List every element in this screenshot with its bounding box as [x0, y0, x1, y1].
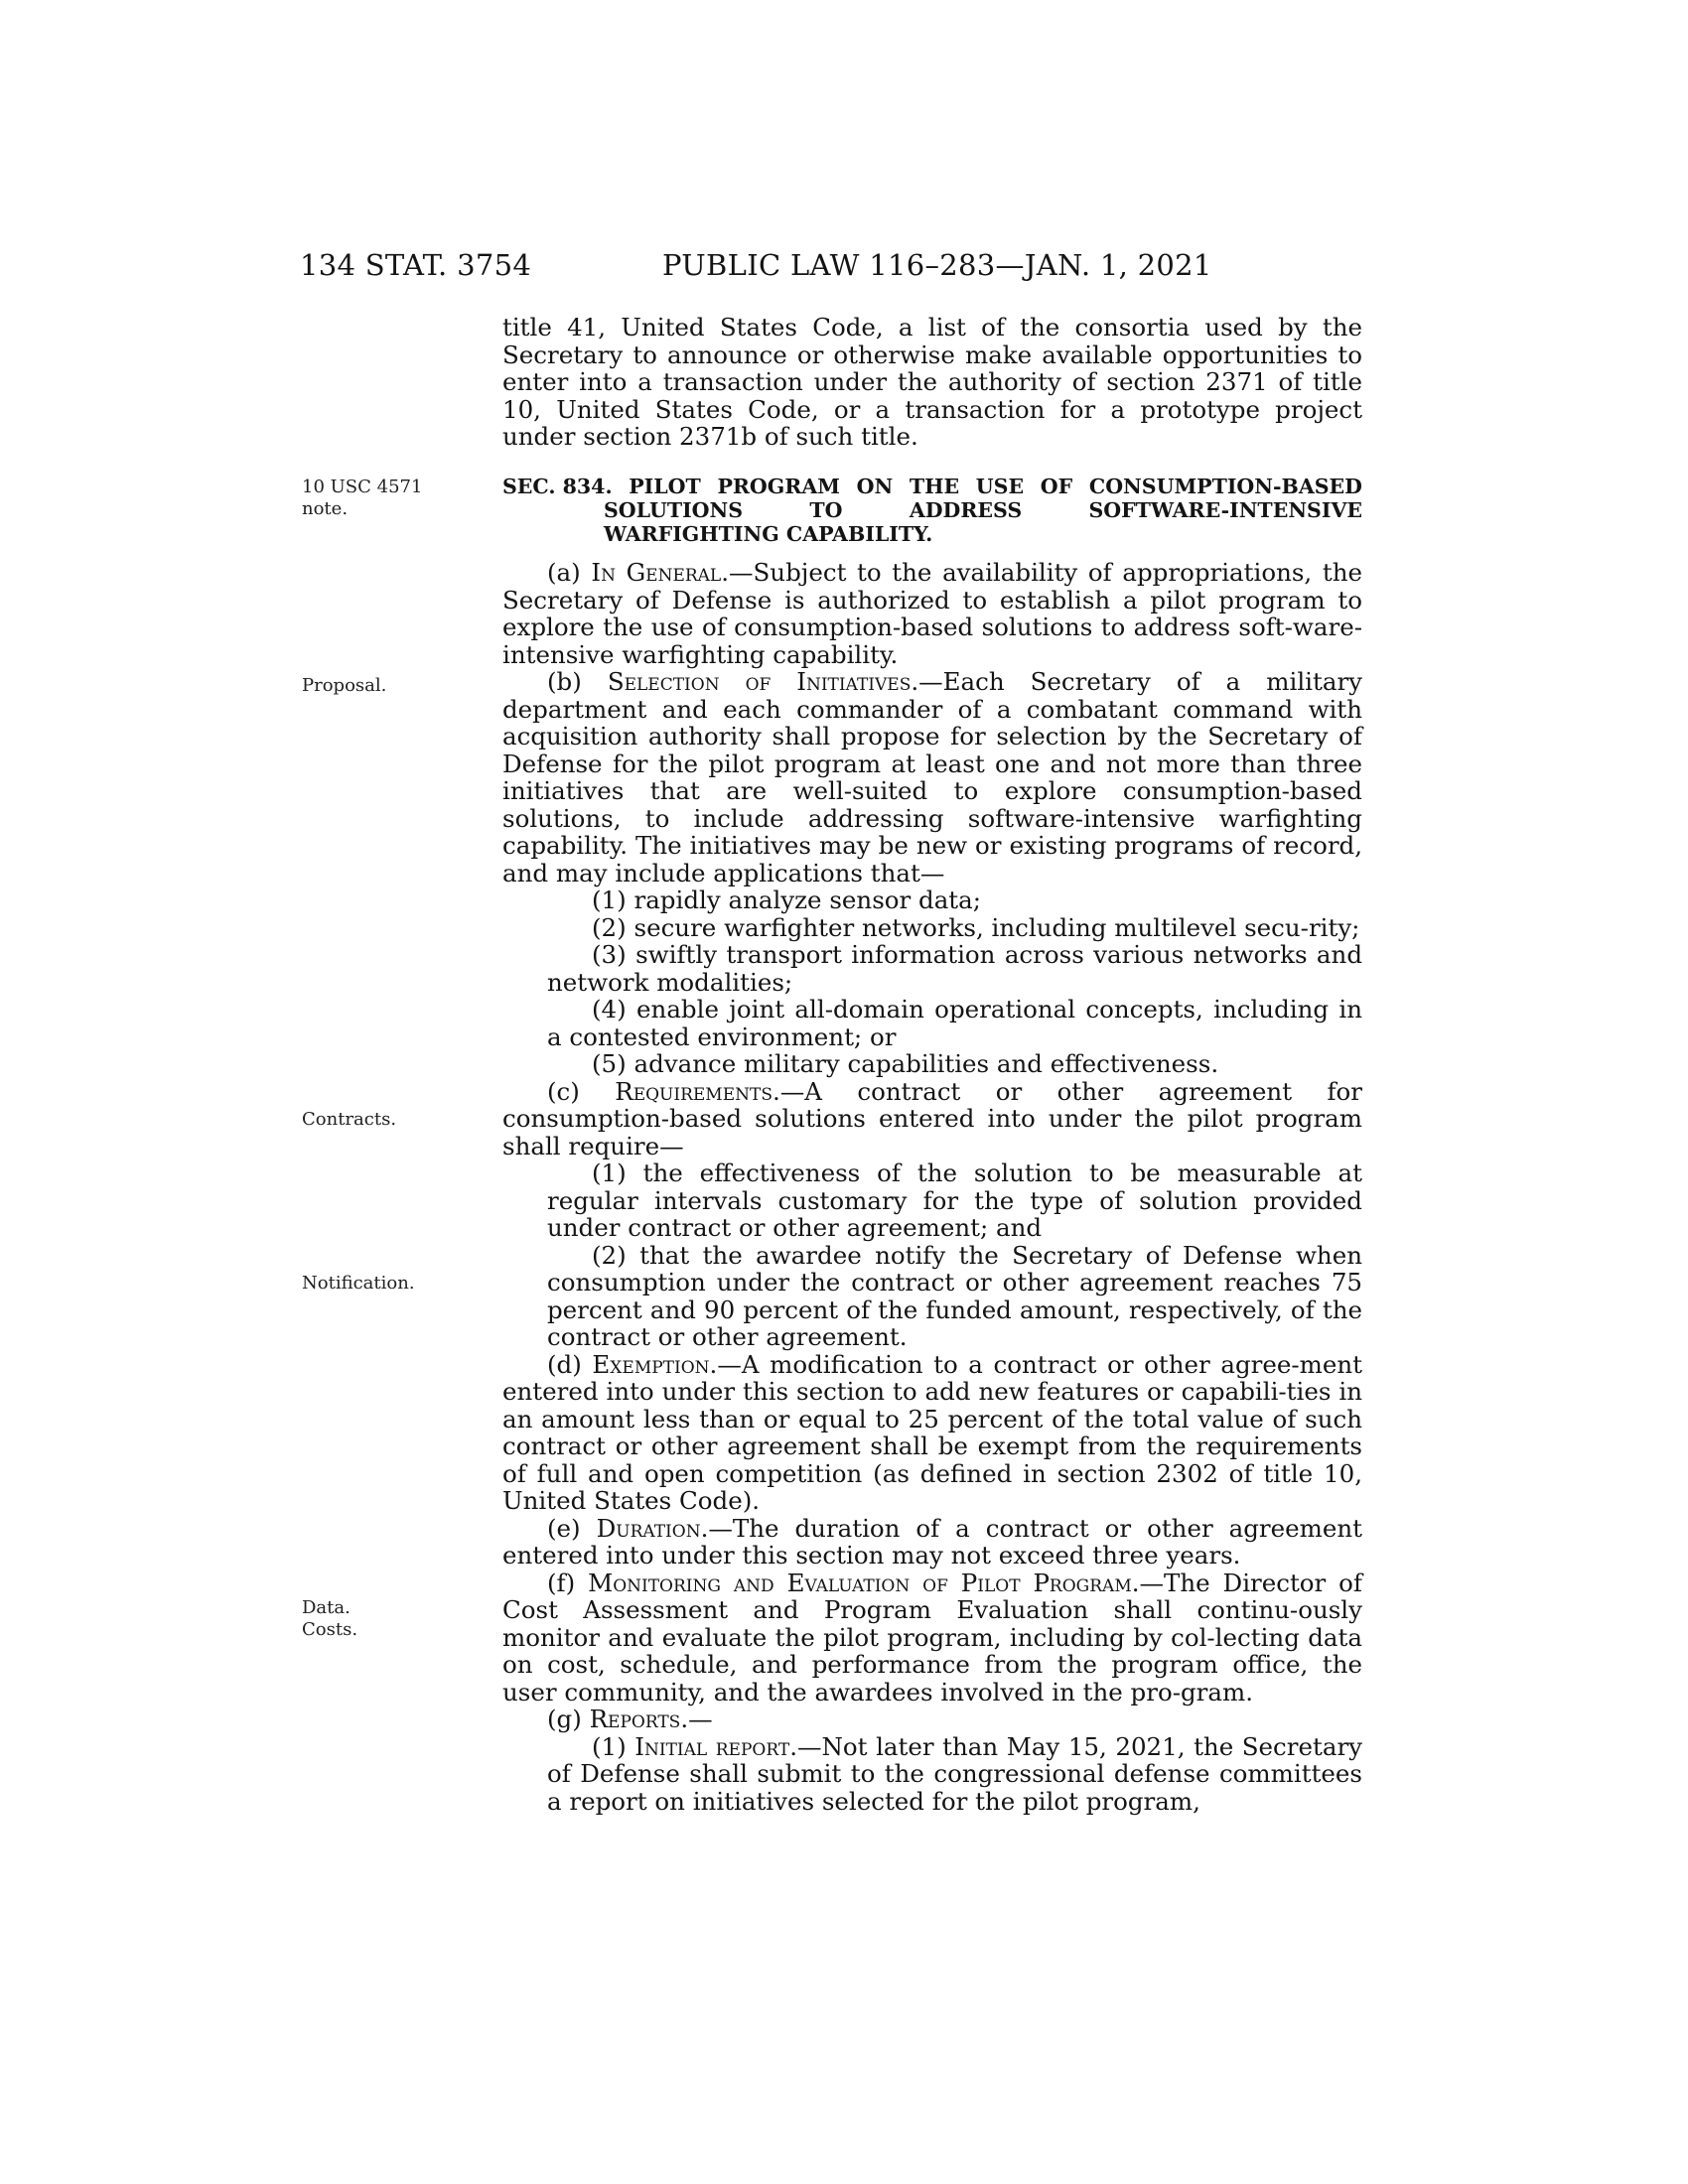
- subsection-a-heading: In General: [591, 558, 722, 587]
- subsection-e-heading: Duration: [596, 1513, 701, 1543]
- list-item: (1) rapidly analyze sensor data;: [592, 886, 982, 914]
- subsection-e: (e) Duration.—The duration of a contract or other agreement entered into under this section may not exceed three years.: [502, 1513, 1362, 1570]
- margin-note-data: Data.: [302, 1597, 351, 1618]
- list-item: (5) advance military capabilities and effectiveness.: [592, 1049, 1219, 1078]
- public-law-header: PUBLIC LAW 116–283—JAN. 1, 2021: [662, 248, 1212, 282]
- margin-note-note-line: note.: [302, 498, 349, 519]
- initial-report-heading: Initial report: [634, 1731, 790, 1761]
- subsection-c: (c) Requirements.—A contract or other agreement for consumption-based solutions entered into under the pilot program shall require—: [502, 1076, 1362, 1160]
- continuation-block: [502, 314, 1362, 451]
- subsection-g-heading: Reports: [589, 1705, 681, 1733]
- subsection-a: (a) In General.—Subject to the availability of appropriations, the Secretary of Defense is authorized to establish a pilot program to explore the use of consumption-based solutions to address soft-ware-intensive warfighting capability.: [502, 558, 1362, 669]
- list-item: (2) secure warfighter networks, including multilevel secu-rity;: [592, 912, 1360, 942]
- subsection-d: (d) Exemption.—A modification to a contract or other agree-ment entered into under this section to add new features or capabili-ties in an amount less than or equal to 25 percent of the total value of such contract or other agreement shall be exempt from the requirements of full and open competition (as defined in section 2302 of title 10, United States Code).: [502, 1349, 1362, 1515]
- margin-note-costs: Costs.: [302, 1619, 358, 1640]
- subsection-b-heading: Selection of Initiatives: [607, 667, 912, 696]
- subsection-d-heading: Exemption: [592, 1349, 710, 1379]
- margin-note-usc: [302, 477, 422, 520]
- section-heading-line-3: WARFIGHTING CAPABILITY.: [604, 522, 933, 546]
- list-item: (3) swiftly transport information across various networks and network modalities;: [547, 940, 1362, 997]
- margin-note-contracts: Contracts.: [302, 1109, 397, 1130]
- subsection-b: (b) Selection of Initiatives.—Each Secretary of a military department and each commander of a combatant command with acquisition authority shall propose for selection by the Secretary of Defense for the pilot program at least one and not more than three initiatives that are well-suited to explore consumption-based solutions, to include addressing software-intensive warfighting capability. The initiatives may be new or existing programs of record, and may include applications that—: [502, 667, 1362, 887]
- section-body: [502, 559, 1362, 1815]
- section-heading: [502, 475, 1362, 546]
- list-item: (1) Initial report.—Not later than May 15, 2021, the Secretary of Defense shall submit to the congressional defense committees a report on initiatives selected for the pilot program,: [547, 1731, 1362, 1816]
- subsection-g: (g) Reports.—: [547, 1705, 713, 1733]
- subsection-f: (f) Monitoring and Evaluation of Pilot Program.—The Director of Cost Assessment and Program Evaluation shall continu-ously monitor and evaluate the pilot program, including by col-lecting data on cost, schedule, and performance from the program office, the user community, and the awardees involved in the pro-gram.: [502, 1568, 1362, 1706]
- subsection-c-heading: Requirements: [615, 1076, 773, 1106]
- section-heading-line-2: SOLUTIONS TO ADDRESS SOFTWARE-INTENSIVE: [604, 498, 1362, 522]
- continuation-paragraph: title 41, United States Code, a list of the consortia used by the Secretary to announce or otherwise make available opportunities to enter into a transaction under the authority of section 2371 of title 10, United States Code, or a transaction for a prototype project under section 2371b of such title.: [502, 313, 1362, 451]
- stat-page-number: 134 STAT. 3754: [300, 248, 532, 282]
- margin-note-proposal: Proposal.: [302, 675, 387, 696]
- margin-note-notification: Notification.: [302, 1273, 415, 1294]
- list-item: (4) enable joint all-domain operational concepts, including in a contested environment; or: [547, 995, 1362, 1051]
- section-heading-line-1: SEC. 834. PILOT PROGRAM ON THE USE OF CONSUMPTION-BASED: [502, 475, 1362, 498]
- section-number: SEC. 834.: [502, 475, 613, 498]
- margin-note-data-costs: [302, 1597, 357, 1641]
- list-item: (1) the effectiveness of the solution to be measurable at regular intervals customary for the type of solution provided under contract or other agreement; and: [547, 1159, 1362, 1242]
- margin-note-usc-line: 10 USC 4571: [302, 477, 423, 497]
- list-item: (2) that the awardee notify the Secretary of Defense when consumption under the contract or other agreement reaches 75 percent and 90 percent of the funded amount, respectively, of the contract or other agreement.: [547, 1240, 1362, 1351]
- subsection-f-heading: Monitoring and Evaluation of Pilot Program: [588, 1568, 1132, 1597]
